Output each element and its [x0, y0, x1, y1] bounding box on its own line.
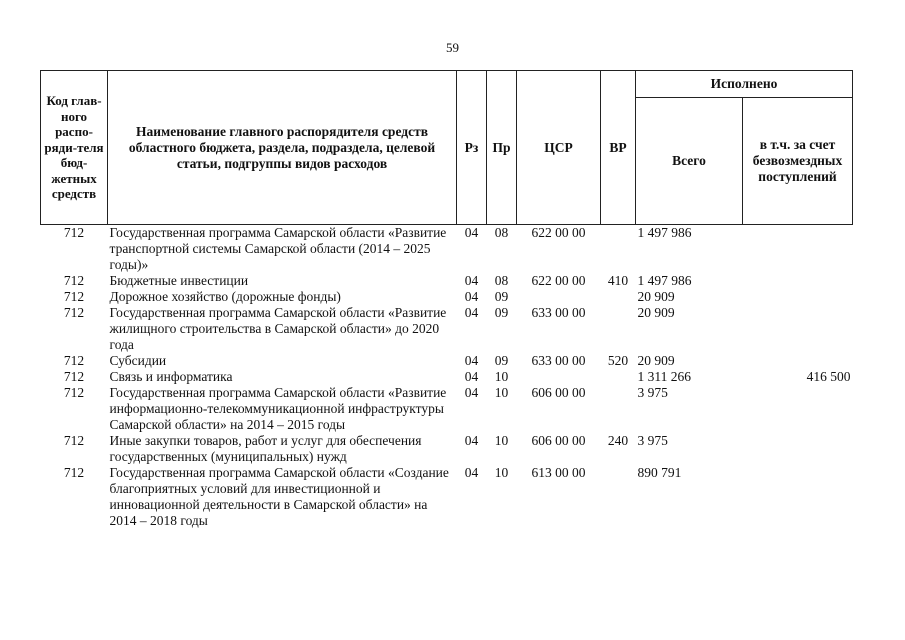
cell-csr: 606 00 00 — [531, 385, 586, 400]
cell-rz: 04 — [464, 305, 479, 320]
header-rz: Рз — [457, 71, 487, 225]
cell-pr: 10 — [494, 433, 509, 448]
cell-pr: 10 — [494, 465, 509, 480]
cell-vr — [601, 289, 636, 305]
cell-name: Государственная программа Самарской области «Развитие транспортной системы Самарской области (2014 – 2025 годы)» — [109, 225, 447, 272]
cell-name: Государственная программа Самарской области «Развитие жилищного строительства в Самарской области» до 2020 года — [109, 305, 447, 352]
budget-table — [40, 70, 853, 529]
cell-code: 712 — [63, 433, 85, 448]
cell-free — [743, 385, 853, 433]
header-total: Всего — [636, 98, 743, 225]
cell-free — [743, 353, 853, 369]
table-row — [41, 305, 853, 353]
cell-csr: 633 00 00 — [531, 305, 586, 320]
cell-csr: 633 00 00 — [531, 353, 586, 368]
cell-vr: 410 — [607, 273, 629, 288]
cell-pr: 09 — [494, 305, 509, 320]
header-free: в т.ч. за счет безвозмездных поступлений — [743, 98, 853, 225]
cell-vr: 520 — [607, 353, 629, 368]
header-name: Наименование главного распорядителя средств областного бюджета, раздела, подраздела, целевой статьи, подгруппы видов расходов — [108, 71, 457, 225]
cell-name: Государственная программа Самарской области «Развитие информационно-телекоммуникационной инфраструктуры Самарской области» на 2014 – 2015 годы — [109, 385, 447, 432]
table-row — [41, 385, 853, 433]
cell-csr: 622 00 00 — [531, 225, 586, 240]
cell-vr — [601, 225, 636, 274]
cell-pr: 08 — [494, 225, 509, 240]
table-row — [41, 353, 853, 369]
cell-name: Связь и информатика — [109, 369, 233, 384]
cell-rz: 04 — [464, 385, 479, 400]
cell-vr — [601, 305, 636, 353]
header-csr: ЦСР — [517, 71, 601, 225]
cell-rz: 04 — [464, 465, 479, 480]
table-row — [41, 433, 853, 465]
cell-pr: 09 — [494, 353, 509, 368]
table-row — [41, 289, 853, 305]
cell-rz: 04 — [464, 353, 479, 368]
cell-csr — [517, 289, 601, 305]
cell-total: 20 909 — [637, 305, 675, 320]
cell-total: 3 975 — [637, 385, 668, 400]
cell-code: 712 — [63, 305, 85, 320]
cell-name: Государственная программа Самарской области «Создание благоприятных условий для инвестиционной и инновационной деятельности в Самарской области» на 2014 – 2018 годы — [109, 465, 449, 528]
cell-vr — [601, 369, 636, 385]
cell-pr: 09 — [494, 289, 509, 304]
header-vr: ВР — [601, 71, 636, 225]
cell-rz: 04 — [464, 289, 479, 304]
header-code: Код глав-ного распо-ряди-теля бюд-жетных средств — [41, 71, 108, 225]
cell-name: Субсидии — [109, 353, 167, 368]
table-row — [41, 465, 853, 529]
cell-code: 712 — [63, 385, 85, 400]
cell-code: 712 — [63, 225, 85, 240]
cell-total: 1 311 266 — [637, 369, 691, 384]
cell-free — [743, 289, 853, 305]
table-row — [41, 369, 853, 385]
cell-rz: 04 — [464, 273, 479, 288]
cell-name: Бюджетные инвестиции — [109, 273, 249, 288]
table-body — [41, 225, 853, 530]
cell-vr: 240 — [607, 433, 629, 448]
cell-total: 890 791 — [637, 465, 682, 480]
cell-csr: 613 00 00 — [531, 465, 586, 480]
cell-total: 3 975 — [637, 433, 668, 448]
cell-rz: 04 — [464, 369, 479, 384]
cell-code: 712 — [63, 369, 85, 384]
cell-csr: 606 00 00 — [531, 433, 586, 448]
cell-free — [743, 305, 853, 353]
cell-rz: 04 — [464, 225, 479, 240]
cell-rz: 04 — [464, 433, 479, 448]
cell-free — [743, 465, 853, 529]
cell-free — [743, 273, 853, 289]
cell-code: 712 — [63, 273, 85, 288]
cell-csr: 622 00 00 — [531, 273, 586, 288]
cell-csr — [517, 369, 601, 385]
cell-total: 20 909 — [637, 353, 675, 368]
cell-pr: 10 — [494, 369, 509, 384]
cell-code: 712 — [63, 353, 85, 368]
table-row — [41, 273, 853, 289]
page-number: 59 — [446, 40, 459, 55]
cell-pr: 08 — [494, 273, 509, 288]
cell-vr — [601, 465, 636, 529]
cell-code: 712 — [63, 289, 85, 304]
cell-free — [743, 225, 853, 274]
cell-total: 20 909 — [637, 289, 675, 304]
cell-code: 712 — [63, 465, 85, 480]
cell-total: 1 497 986 — [637, 273, 692, 288]
cell-free — [743, 433, 853, 465]
table-row — [41, 225, 853, 274]
cell-total: 1 497 986 — [637, 225, 692, 240]
header-pr: Пр — [487, 71, 517, 225]
cell-vr — [601, 385, 636, 433]
cell-name: Дорожное хозяйство (дорожные фонды) — [109, 289, 341, 304]
cell-pr: 10 — [494, 385, 509, 400]
cell-name: Иные закупки товаров, работ и услуг для обеспечения государственных (муниципальных) нужд — [109, 433, 422, 464]
header-executed: Исполнено — [636, 71, 853, 98]
cell-free: 416 500 — [806, 369, 851, 384]
